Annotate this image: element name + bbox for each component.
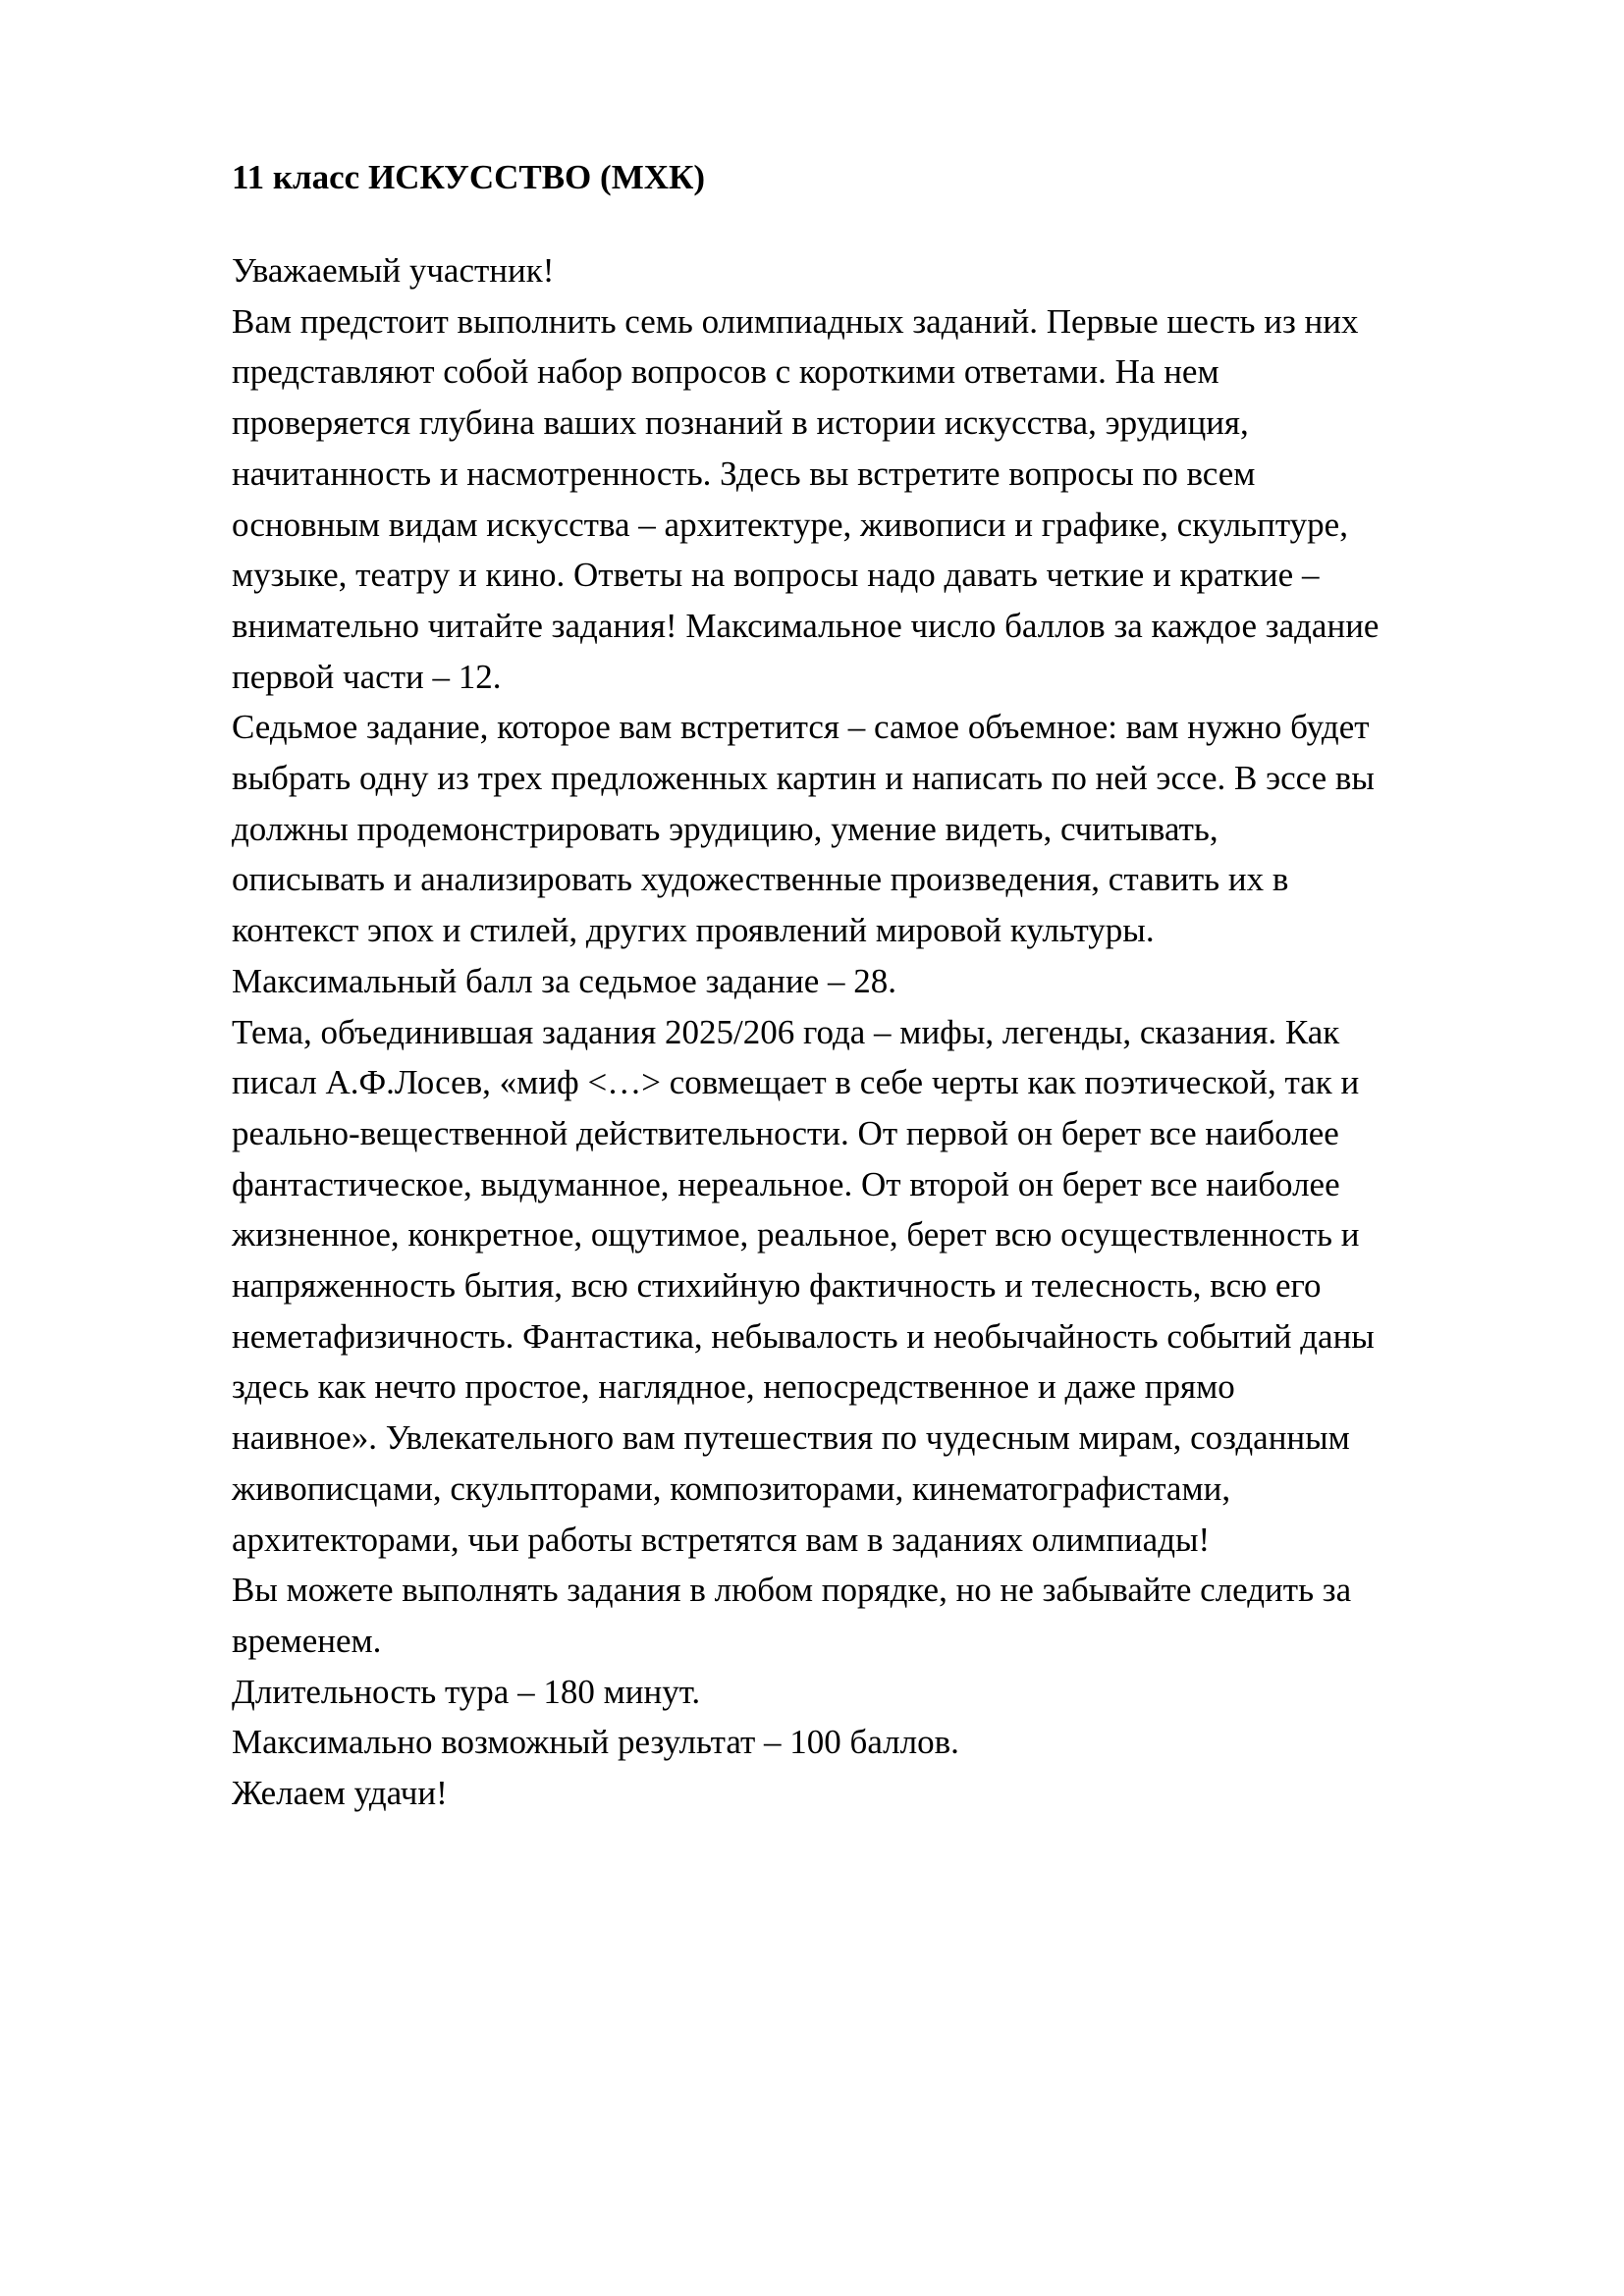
body-line: основным видам искусства – архитектуре, живописи и графике, скульптуре, bbox=[232, 505, 1348, 544]
body-line: здесь как нечто простое, наглядное, непосредственное и даже прямо bbox=[232, 1367, 1235, 1407]
body-line: временем. bbox=[232, 1621, 382, 1660]
body-line: архитекторами, чьи работы встретятся вам в заданиях олимпиады! bbox=[232, 1520, 1211, 1559]
body-line: Максимально возможный результат – 100 баллов. bbox=[232, 1723, 959, 1762]
greeting-line: Уважаемый участник! bbox=[232, 251, 555, 290]
body-line: описывать и анализировать художественные произведения, ставить их в bbox=[232, 860, 1289, 899]
body-line: неметафизичность. Фантастика, небывалость и необычайность событий даны bbox=[232, 1316, 1375, 1356]
body-line: выбрать одну из трех предложенных картин и написать по ней эссе. В эссе вы bbox=[232, 759, 1375, 798]
body-line: фантастическое, выдуманное, нереальное. От второй он берет все наиболее bbox=[232, 1164, 1340, 1203]
body-line: проверяется глубина ваших познаний в истории искусства, эрудиция, bbox=[232, 403, 1249, 443]
body-line: музыке, театру и кино. Ответы на вопросы надо давать четкие и краткие – bbox=[232, 556, 1320, 595]
body-line: Вы можете выполнять задания в любом порядке, но не забывайте следить за bbox=[232, 1571, 1352, 1610]
body-line: Тема, объединившая задания 2025/206 года – мифы, легенды, сказания. Как bbox=[232, 1012, 1340, 1051]
body-line: первой части – 12. bbox=[232, 657, 502, 696]
body-line: жизненное, конкретное, ощутимое, реальное, берет всю осуществленность и bbox=[232, 1215, 1360, 1255]
title-subject: ИСКУССТВО (МХК) bbox=[367, 158, 706, 196]
body-line: представляют собой набор вопросов с короткими ответами. На нем bbox=[232, 352, 1219, 392]
title-grade: 11 класс bbox=[232, 158, 360, 196]
body-line: начитанность и насмотренность. Здесь вы встретите вопросы по всем bbox=[232, 454, 1256, 493]
body-line: реально-вещественной действительности. От первой он берет все наиболее bbox=[232, 1113, 1339, 1152]
document-content bbox=[232, 153, 1538, 1819]
body-line: живописцами, скульпторами, композиторами, кинематографистами, bbox=[232, 1468, 1231, 1508]
body-line: Длительность тура – 180 минут. bbox=[232, 1672, 701, 1711]
body-line: контекст эпох и стилей, других проявлений мировой культуры. bbox=[232, 911, 1155, 950]
body-line: должны продемонстрировать эрудицию, умение видеть, считывать, bbox=[232, 809, 1218, 848]
body-line: Седьмое задание, которое вам встретится – самое объемное: вам нужно будет bbox=[232, 708, 1370, 747]
body-line: наивное». Увлекательного вам путешествия по чудесным мирам, созданным bbox=[232, 1418, 1350, 1458]
body-line: напряженность бытия, всю стихийную фактичность и телесность, всю его bbox=[232, 1266, 1322, 1306]
body-line: внимательно читайте задания! Максимальное число баллов за каждое задание bbox=[232, 606, 1380, 645]
body-line: Максимальный балл за седьмое задание – 28. bbox=[232, 961, 897, 1000]
closing-line: Желаем удачи! bbox=[232, 1774, 448, 1813]
document-title bbox=[232, 153, 1538, 202]
body-line: Вам предстоит выполнить семь олимпиадных заданий. Первые шесть из них bbox=[232, 301, 1359, 341]
body-line: писал А.Ф.Лосев, «миф <…> совмещает в себе черты как поэтической, так и bbox=[232, 1063, 1360, 1102]
